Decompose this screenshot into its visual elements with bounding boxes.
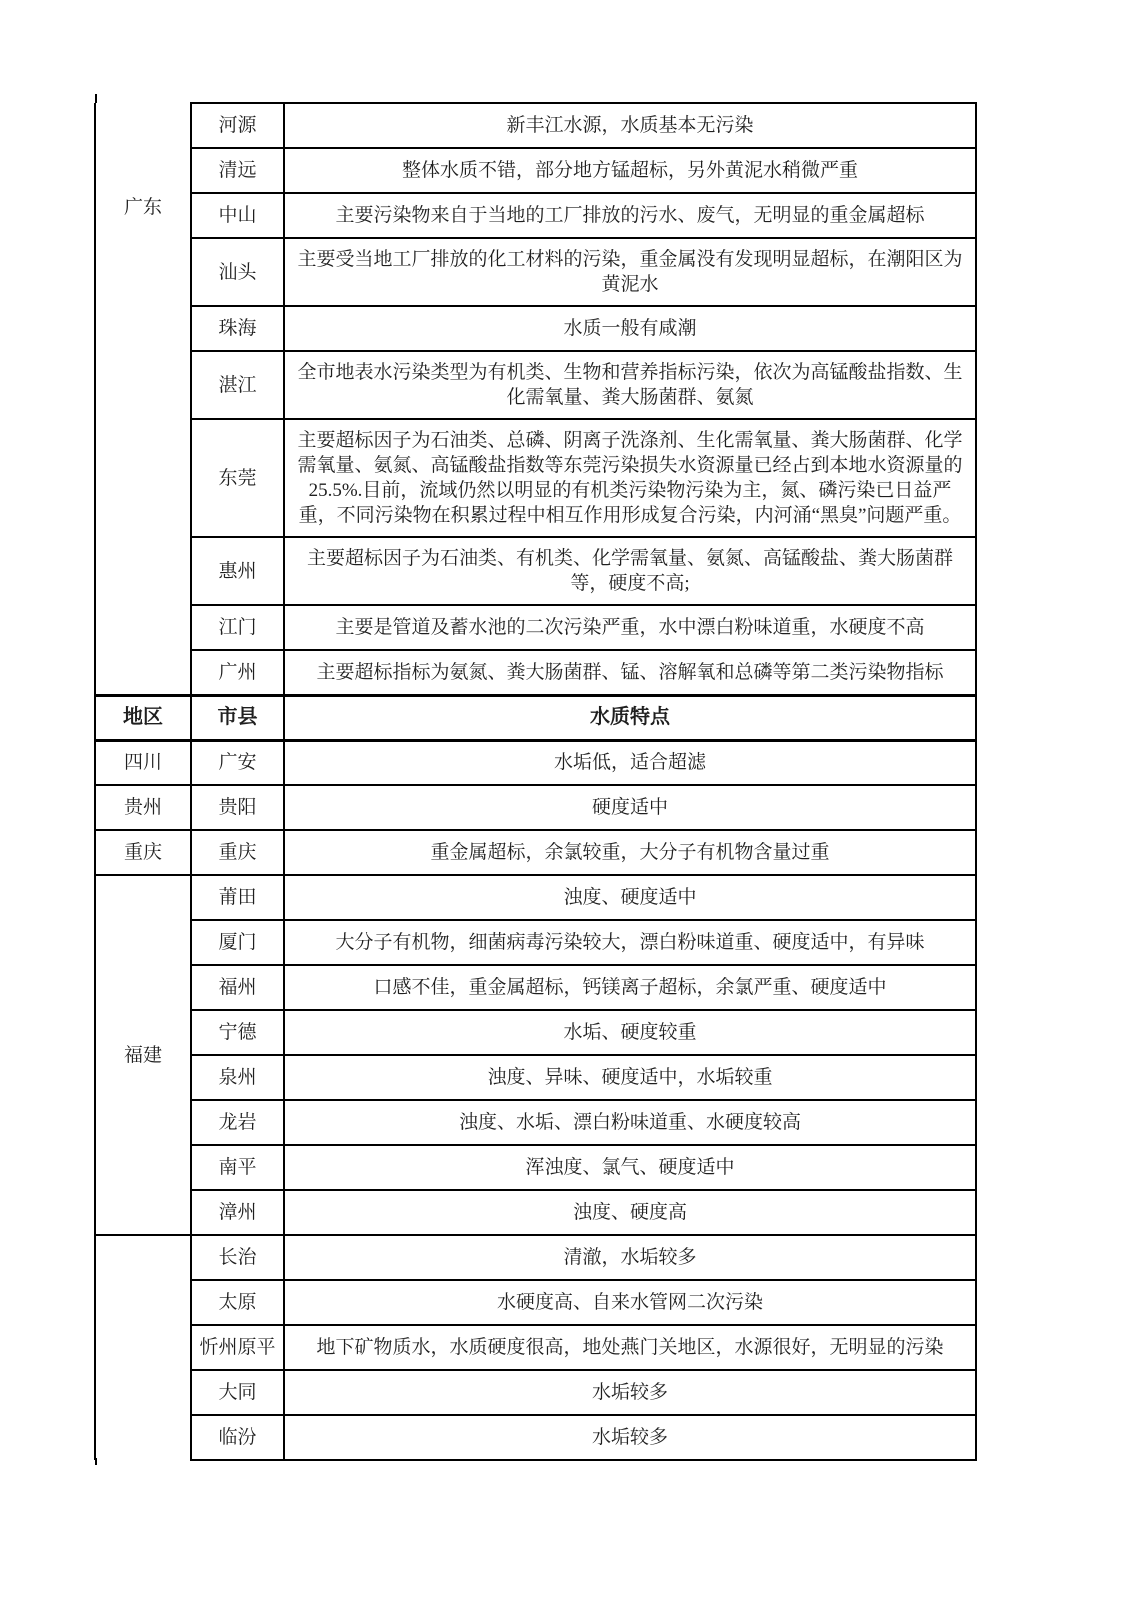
city-cell: 大同 [191,1370,284,1415]
city-cell: 河源 [191,103,284,148]
region-cell: 四川 [95,740,191,785]
table-row [95,1235,976,1280]
feature-cell: 口感不佳，重金属超标，钙镁离子超标，余氯严重、硬度适中 [284,965,976,1010]
city-cell: 泉州 [191,1055,284,1100]
header-feature-cell: 水质特点 [284,695,976,740]
feature-cell: 新丰江水源，水质基本无污染 [284,103,976,148]
header-city-cell: 市县 [191,695,284,740]
city-cell: 莆田 [191,875,284,920]
feature-cell: 主要超标因子为石油类、总磷、阴离子洗涤剂、生化需氧量、粪大肠菌群、化学需氧量、氨氮、高锰酸盐指数等东莞污染损失水资源量已经占到本地水资源量的25.5%.目前，流域仍然以明显的有机类污染物污染为主，氮、磷污染已日益严重，不同污染物在积累过程中相互作用形成复合污染，内河涌“黑臭”问题严重。 [284,419,976,537]
city-cell: 中山 [191,193,284,238]
feature-cell: 浑浊度、氯气、硬度适中 [284,1145,976,1190]
feature-cell: 清澈，水垢较多 [284,1235,976,1280]
feature-cell: 重金属超标，余氯较重，大分子有机物含量过重 [284,830,976,875]
header-region-cell: 地区 [95,695,191,740]
table-row [95,193,976,238]
city-cell: 汕头 [191,238,284,306]
table-row [95,537,976,605]
feature-cell: 全市地表水污染类型为有机类、生物和营养指标污染，依次为高锰酸盐指数、生化需氧量、粪大肠菌群、氨氮 [284,351,976,419]
feature-cell: 水质一般有咸潮 [284,306,976,351]
feature-cell: 浊度、硬度高 [284,1190,976,1235]
table-row [95,1325,976,1370]
table-row [95,920,976,965]
table-row [95,1010,976,1055]
city-cell: 临汾 [191,1415,284,1460]
water-quality-table [94,102,977,1461]
city-cell: 太原 [191,1280,284,1325]
city-cell: 清远 [191,148,284,193]
region-cell: 重庆 [95,830,191,875]
table-row [95,875,976,920]
table-row [95,830,976,875]
table-row [95,785,976,830]
feature-cell: 水硬度高、自来水管网二次污染 [284,1280,976,1325]
city-cell: 湛江 [191,351,284,419]
table-row [95,650,976,695]
city-cell: 广安 [191,740,284,785]
city-cell: 福州 [191,965,284,1010]
city-cell: 江门 [191,605,284,650]
feature-cell: 主要是管道及蓄水池的二次污染严重，水中漂白粉味道重，水硬度不高 [284,605,976,650]
city-cell: 宁德 [191,1010,284,1055]
feature-cell: 水垢较多 [284,1370,976,1415]
region-cell: 广东 [95,103,191,695]
table-row [95,238,976,306]
table-row [95,965,976,1010]
feature-cell: 地下矿物质水，水质硬度很高，地处燕门关地区，水源很好，无明显的污染 [284,1325,976,1370]
table-row [95,419,976,537]
city-cell: 厦门 [191,920,284,965]
table-row [95,148,976,193]
city-cell: 漳州 [191,1190,284,1235]
table-row [95,1145,976,1190]
feature-cell: 浊度、硬度适中 [284,875,976,920]
table-row [95,351,976,419]
table-row [95,605,976,650]
region-cell [95,1235,191,1460]
table-row [95,1100,976,1145]
table-row [95,740,976,785]
feature-cell: 主要污染物来自于当地的工厂排放的污水、废气，无明显的重金属超标 [284,193,976,238]
feature-cell: 水垢较多 [284,1415,976,1460]
city-cell: 东莞 [191,419,284,537]
table-row [95,306,976,351]
feature-cell: 主要受当地工厂排放的化工材料的污染，重金属没有发现明显超标，在潮阳区为黄泥水 [284,238,976,306]
table-header-row [95,695,976,740]
city-cell: 广州 [191,650,284,695]
feature-cell: 浊度、异味、硬度适中，水垢较重 [284,1055,976,1100]
city-cell: 忻州原平 [191,1325,284,1370]
feature-cell: 主要超标指标为氨氮、粪大肠菌群、锰、溶解氧和总磷等第二类污染物指标 [284,650,976,695]
feature-cell: 大分子有机物，细菌病毒污染较大，漂白粉味道重、硬度适中，有异味 [284,920,976,965]
table-row [95,1280,976,1325]
city-cell: 龙岩 [191,1100,284,1145]
city-cell: 贵阳 [191,785,284,830]
table-row [95,1190,976,1235]
feature-cell: 浊度、水垢、漂白粉味道重、水硬度较高 [284,1100,976,1145]
region-cell: 贵州 [95,785,191,830]
city-cell: 惠州 [191,537,284,605]
city-cell: 珠海 [191,306,284,351]
city-cell: 长治 [191,1235,284,1280]
feature-cell: 整体水质不错，部分地方锰超标，另外黄泥水稍微严重 [284,148,976,193]
feature-cell: 水垢低，适合超滤 [284,740,976,785]
table-row [95,1055,976,1100]
table-row [95,1415,976,1460]
feature-cell: 主要超标因子为石油类、有机类、化学需氧量、氨氮、高锰酸盐、粪大肠菌群等，硬度不高; [284,537,976,605]
region-cell: 福建 [95,875,191,1235]
table-row [95,103,976,148]
table-row [95,1370,976,1415]
city-cell: 重庆 [191,830,284,875]
city-cell: 南平 [191,1145,284,1190]
feature-cell: 硬度适中 [284,785,976,830]
feature-cell: 水垢、硬度较重 [284,1010,976,1055]
